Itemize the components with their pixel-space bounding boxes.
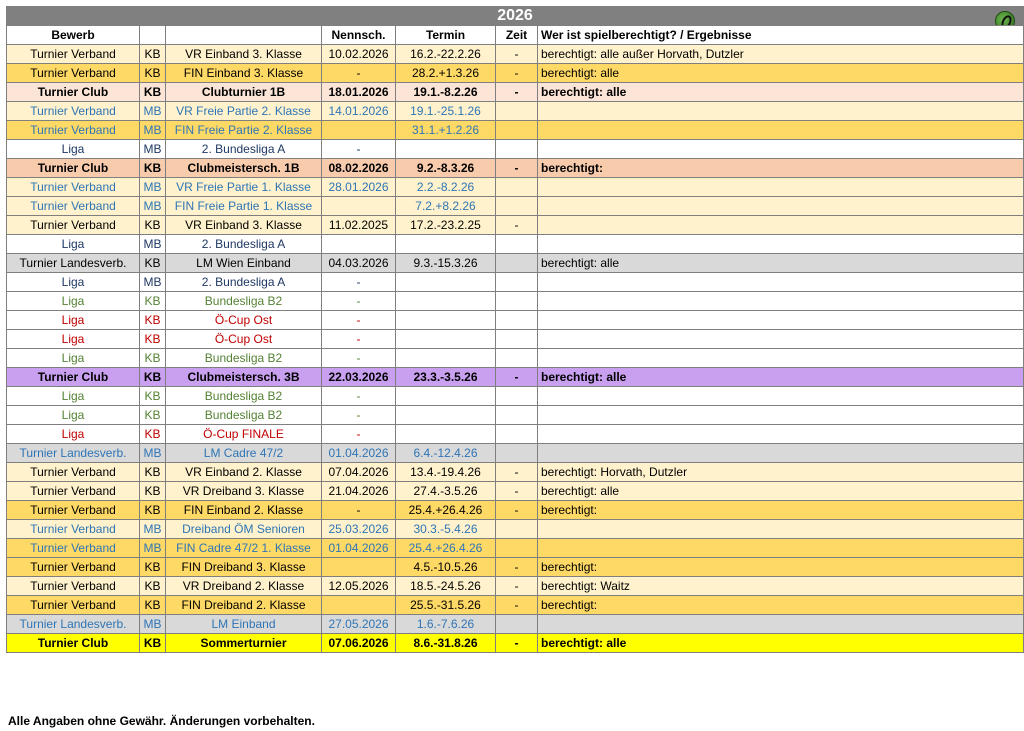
cell-nennschluss: 14.01.2026	[322, 102, 396, 121]
cell-bewerb: Turnier Verband	[7, 539, 140, 558]
cell-nennschluss: -	[322, 311, 396, 330]
cell-zeit	[496, 330, 538, 349]
cell-termin: 28.2.+1.3.26	[396, 64, 496, 83]
cell-bewerb: Turnier Verband	[7, 596, 140, 615]
cell-kategorie: KB	[140, 634, 166, 653]
header-bewerb: Bewerb	[7, 26, 140, 45]
cell-zeit: -	[496, 368, 538, 387]
cell-berechtigt	[538, 520, 1024, 539]
cell-bewerb: Turnier Verband	[7, 102, 140, 121]
cell-name: FIN Freie Partie 1. Klasse	[166, 197, 322, 216]
cell-zeit	[496, 140, 538, 159]
cell-zeit	[496, 121, 538, 140]
table-row	[7, 45, 1024, 64]
cell-name: VR Freie Partie 1. Klasse	[166, 178, 322, 197]
cell-termin: 19.1.-25.1.26	[396, 102, 496, 121]
cell-termin	[396, 425, 496, 444]
table-row	[7, 634, 1024, 653]
cell-name: VR Einband 3. Klasse	[166, 45, 322, 64]
cell-berechtigt	[538, 444, 1024, 463]
cell-kategorie: KB	[140, 406, 166, 425]
table-row	[7, 558, 1024, 577]
cell-bewerb: Turnier Verband	[7, 482, 140, 501]
cell-name: VR Freie Partie 2. Klasse	[166, 102, 322, 121]
cell-zeit	[496, 520, 538, 539]
cell-name: Bundesliga B2	[166, 387, 322, 406]
cell-berechtigt: berechtigt: alle	[538, 482, 1024, 501]
cell-berechtigt: berechtigt: alle	[538, 368, 1024, 387]
header-berechtigt: Wer ist spielberechtigt? / Ergebnisse	[538, 26, 1024, 45]
cell-nennschluss: 01.04.2026	[322, 444, 396, 463]
cell-zeit: -	[496, 482, 538, 501]
cell-nennschluss: -	[322, 501, 396, 520]
cell-berechtigt	[538, 235, 1024, 254]
cell-kategorie: KB	[140, 387, 166, 406]
cell-termin: 31.1.+1.2.26	[396, 121, 496, 140]
cell-termin: 7.2.+8.2.26	[396, 197, 496, 216]
cell-kategorie: KB	[140, 292, 166, 311]
cell-kategorie: MB	[140, 444, 166, 463]
cell-name: LM Wien Einband	[166, 254, 322, 273]
cell-termin: 4.5.-10.5.26	[396, 558, 496, 577]
cell-nennschluss: 10.02.2026	[322, 45, 396, 64]
cell-bewerb: Turnier Verband	[7, 197, 140, 216]
cell-zeit: -	[496, 634, 538, 653]
cell-kategorie: KB	[140, 368, 166, 387]
cell-nennschluss: 01.04.2026	[322, 539, 396, 558]
cell-kategorie: MB	[140, 539, 166, 558]
cell-bewerb: Turnier Landesverb.	[7, 615, 140, 634]
cell-zeit: -	[496, 596, 538, 615]
cell-berechtigt: berechtigt: alle	[538, 64, 1024, 83]
table-row	[7, 159, 1024, 178]
cell-termin: 13.4.-19.4.26	[396, 463, 496, 482]
cell-berechtigt	[538, 349, 1024, 368]
cell-name: Bundesliga B2	[166, 349, 322, 368]
cell-kategorie: KB	[140, 45, 166, 64]
disclaimer-footer: Alle Angaben ohne Gewähr. Änderungen vorbehalten.	[8, 714, 315, 728]
cell-name: 2. Bundesliga A	[166, 273, 322, 292]
cell-name: VR Dreiband 2. Klasse	[166, 577, 322, 596]
cell-nennschluss: 11.02.2025	[322, 216, 396, 235]
table-row	[7, 444, 1024, 463]
cell-bewerb: Turnier Verband	[7, 216, 140, 235]
table-row	[7, 235, 1024, 254]
table-row	[7, 254, 1024, 273]
cell-termin: 9.3.-15.3.26	[396, 254, 496, 273]
cell-termin	[396, 330, 496, 349]
cell-kategorie: KB	[140, 254, 166, 273]
cell-bewerb: Turnier Landesverb.	[7, 254, 140, 273]
cell-name: FIN Einband 3. Klasse	[166, 64, 322, 83]
table-row	[7, 292, 1024, 311]
cell-nennschluss: 27.05.2026	[322, 615, 396, 634]
cell-nennschluss: -	[322, 292, 396, 311]
cell-zeit	[496, 539, 538, 558]
cell-bewerb: Turnier Verband	[7, 121, 140, 140]
table-row	[7, 102, 1024, 121]
cell-berechtigt	[538, 140, 1024, 159]
cell-kategorie: KB	[140, 330, 166, 349]
cell-zeit	[496, 311, 538, 330]
cell-name: FIN Freie Partie 2. Klasse	[166, 121, 322, 140]
cell-zeit: -	[496, 463, 538, 482]
cell-nennschluss: 18.01.2026	[322, 83, 396, 102]
year-title-cell	[7, 7, 1024, 26]
table-row	[7, 615, 1024, 634]
year-title: 2026	[497, 7, 533, 24]
cell-nennschluss: 07.04.2026	[322, 463, 396, 482]
cell-zeit: -	[496, 64, 538, 83]
table-row	[7, 539, 1024, 558]
cell-termin: 17.2.-23.2.25	[396, 216, 496, 235]
table-row	[7, 311, 1024, 330]
header-nennschluss: Nennsch.	[322, 26, 396, 45]
table-row	[7, 273, 1024, 292]
cell-nennschluss: -	[322, 140, 396, 159]
header-name	[166, 26, 322, 45]
cell-kategorie: MB	[140, 520, 166, 539]
cell-name: Ö-Cup Ost	[166, 311, 322, 330]
table-row	[7, 64, 1024, 83]
cell-berechtigt: berechtigt: Waitz	[538, 577, 1024, 596]
cell-zeit: -	[496, 558, 538, 577]
cell-termin: 16.2.-22.2.26	[396, 45, 496, 64]
table-row	[7, 349, 1024, 368]
table-row	[7, 463, 1024, 482]
cell-nennschluss: 04.03.2026	[322, 254, 396, 273]
cell-berechtigt	[538, 292, 1024, 311]
cell-zeit	[496, 444, 538, 463]
cell-zeit	[496, 425, 538, 444]
table-row	[7, 577, 1024, 596]
cell-kategorie: MB	[140, 235, 166, 254]
cell-name: VR Einband 2. Klasse	[166, 463, 322, 482]
cell-zeit	[496, 387, 538, 406]
cell-bewerb: Liga	[7, 387, 140, 406]
cell-termin	[396, 406, 496, 425]
cell-kategorie: KB	[140, 558, 166, 577]
cell-kategorie: KB	[140, 159, 166, 178]
table-row	[7, 387, 1024, 406]
cell-nennschluss: 21.04.2026	[322, 482, 396, 501]
cell-berechtigt	[538, 121, 1024, 140]
cell-berechtigt	[538, 311, 1024, 330]
cell-zeit: -	[496, 83, 538, 102]
cell-bewerb: Liga	[7, 349, 140, 368]
cell-bewerb: Liga	[7, 311, 140, 330]
cell-termin: 2.2.-8.2.26	[396, 178, 496, 197]
cell-berechtigt: berechtigt: alle außer Horvath, Dutzler	[538, 45, 1024, 64]
cell-kategorie: MB	[140, 102, 166, 121]
cell-zeit: -	[496, 577, 538, 596]
cell-name: LM Einband	[166, 615, 322, 634]
cell-bewerb: Turnier Club	[7, 83, 140, 102]
cell-zeit: -	[496, 159, 538, 178]
cell-bewerb: Liga	[7, 425, 140, 444]
cell-zeit: -	[496, 501, 538, 520]
schedule-rows	[7, 45, 1024, 653]
cell-name: FIN Dreiband 2. Klasse	[166, 596, 322, 615]
cell-kategorie: MB	[140, 273, 166, 292]
cell-bewerb: Liga	[7, 292, 140, 311]
cell-nennschluss	[322, 197, 396, 216]
cell-bewerb: Liga	[7, 273, 140, 292]
cell-nennschluss: 22.03.2026	[322, 368, 396, 387]
header-row	[7, 26, 1024, 45]
cell-name: 2. Bundesliga A	[166, 140, 322, 159]
cell-kategorie: MB	[140, 615, 166, 634]
cell-zeit: -	[496, 45, 538, 64]
cell-nennschluss	[322, 235, 396, 254]
cell-kategorie: MB	[140, 121, 166, 140]
cell-termin: 25.4.+26.4.26	[396, 539, 496, 558]
cell-berechtigt	[538, 178, 1024, 197]
cell-name: VR Dreiband 3. Klasse	[166, 482, 322, 501]
cell-kategorie: MB	[140, 197, 166, 216]
cell-termin: 9.2.-8.3.26	[396, 159, 496, 178]
cell-kategorie: KB	[140, 501, 166, 520]
table-row	[7, 368, 1024, 387]
header-termin: Termin	[396, 26, 496, 45]
cell-berechtigt: berechtigt:	[538, 501, 1024, 520]
cell-termin: 27.4.-3.5.26	[396, 482, 496, 501]
cell-kategorie: KB	[140, 64, 166, 83]
cell-berechtigt: berechtigt: alle	[538, 254, 1024, 273]
cell-name: Clubturnier 1B	[166, 83, 322, 102]
cell-name: FIN Dreiband 3. Klasse	[166, 558, 322, 577]
cell-bewerb: Turnier Verband	[7, 45, 140, 64]
cell-nennschluss: -	[322, 349, 396, 368]
cell-nennschluss: -	[322, 425, 396, 444]
table-row	[7, 178, 1024, 197]
cell-termin	[396, 273, 496, 292]
table-row	[7, 482, 1024, 501]
cell-kategorie: MB	[140, 140, 166, 159]
table-row	[7, 121, 1024, 140]
cell-nennschluss: -	[322, 273, 396, 292]
cell-nennschluss: -	[322, 387, 396, 406]
cell-zeit	[496, 197, 538, 216]
cell-termin: 6.4.-12.4.26	[396, 444, 496, 463]
cell-nennschluss: 28.01.2026	[322, 178, 396, 197]
cell-kategorie: KB	[140, 596, 166, 615]
cell-name: LM Cadre 47/2	[166, 444, 322, 463]
table-row	[7, 425, 1024, 444]
cell-nennschluss	[322, 596, 396, 615]
cell-zeit	[496, 102, 538, 121]
cell-berechtigt: berechtigt:	[538, 558, 1024, 577]
table-row	[7, 216, 1024, 235]
cell-termin	[396, 349, 496, 368]
cell-berechtigt: berechtigt:	[538, 159, 1024, 178]
cell-termin: 8.6.-31.8.26	[396, 634, 496, 653]
cell-name: 2. Bundesliga A	[166, 235, 322, 254]
cell-termin: 19.1.-8.2.26	[396, 83, 496, 102]
cell-kategorie: KB	[140, 577, 166, 596]
cell-termin	[396, 235, 496, 254]
cell-zeit	[496, 349, 538, 368]
cell-kategorie: KB	[140, 482, 166, 501]
table-row	[7, 330, 1024, 349]
header-zeit: Zeit	[496, 26, 538, 45]
table-row	[7, 596, 1024, 615]
cell-kategorie: KB	[140, 349, 166, 368]
cell-berechtigt: berechtigt: Horvath, Dutzler	[538, 463, 1024, 482]
cell-berechtigt	[538, 216, 1024, 235]
cell-name: Bundesliga B2	[166, 292, 322, 311]
cell-termin	[396, 311, 496, 330]
cell-berechtigt: berechtigt: alle	[538, 634, 1024, 653]
cell-name: VR Einband 3. Klasse	[166, 216, 322, 235]
cell-berechtigt	[538, 539, 1024, 558]
cell-kategorie: MB	[140, 178, 166, 197]
cell-bewerb: Liga	[7, 235, 140, 254]
cell-bewerb: Liga	[7, 330, 140, 349]
cell-name: FIN Einband 2. Klasse	[166, 501, 322, 520]
cell-kategorie: KB	[140, 463, 166, 482]
cell-kategorie: KB	[140, 425, 166, 444]
cell-berechtigt	[538, 197, 1024, 216]
cell-name: Ö-Cup Ost	[166, 330, 322, 349]
cell-name: Dreiband ÖM Senioren	[166, 520, 322, 539]
cell-termin: 1.6.-7.6.26	[396, 615, 496, 634]
cell-berechtigt	[538, 615, 1024, 634]
cell-nennschluss: 25.03.2026	[322, 520, 396, 539]
cell-zeit	[496, 235, 538, 254]
cell-nennschluss: 12.05.2026	[322, 577, 396, 596]
cell-nennschluss: -	[322, 330, 396, 349]
cell-bewerb: Turnier Club	[7, 634, 140, 653]
cell-berechtigt	[538, 406, 1024, 425]
cell-termin	[396, 387, 496, 406]
cell-termin: 25.4.+26.4.26	[396, 501, 496, 520]
cell-berechtigt	[538, 330, 1024, 349]
cell-termin	[396, 292, 496, 311]
cell-nennschluss: -	[322, 406, 396, 425]
header-kategorie	[140, 26, 166, 45]
cell-termin: 23.3.-3.5.26	[396, 368, 496, 387]
cell-name: Sommerturnier	[166, 634, 322, 653]
cell-zeit	[496, 292, 538, 311]
cell-zeit	[496, 273, 538, 292]
cell-berechtigt	[538, 387, 1024, 406]
table-row	[7, 197, 1024, 216]
cell-termin: 25.5.-31.5.26	[396, 596, 496, 615]
cell-nennschluss: -	[322, 64, 396, 83]
cell-bewerb: Turnier Club	[7, 159, 140, 178]
club-logo-icon	[995, 11, 1015, 26]
cell-name: FIN Cadre 47/2 1. Klasse	[166, 539, 322, 558]
cell-bewerb: Turnier Verband	[7, 64, 140, 83]
schedule-table	[6, 6, 1024, 653]
cell-nennschluss: 07.06.2026	[322, 634, 396, 653]
cell-berechtigt	[538, 425, 1024, 444]
cell-bewerb: Liga	[7, 406, 140, 425]
cell-name: Ö-Cup FINALE	[166, 425, 322, 444]
cell-bewerb: Turnier Verband	[7, 558, 140, 577]
cell-name: Clubmeistersch. 1B	[166, 159, 322, 178]
cell-zeit: -	[496, 216, 538, 235]
cell-nennschluss	[322, 558, 396, 577]
cell-bewerb: Turnier Verband	[7, 501, 140, 520]
cell-berechtigt: berechtigt: alle	[538, 83, 1024, 102]
cell-zeit	[496, 615, 538, 634]
cell-kategorie: KB	[140, 311, 166, 330]
cell-bewerb: Turnier Verband	[7, 577, 140, 596]
table-row	[7, 501, 1024, 520]
cell-nennschluss	[322, 121, 396, 140]
cell-nennschluss: 08.02.2026	[322, 159, 396, 178]
cell-bewerb: Liga	[7, 140, 140, 159]
table-row	[7, 83, 1024, 102]
cell-name: Clubmeistersch. 3B	[166, 368, 322, 387]
table-row	[7, 520, 1024, 539]
cell-name: Bundesliga B2	[166, 406, 322, 425]
cell-bewerb: Turnier Club	[7, 368, 140, 387]
cell-berechtigt	[538, 273, 1024, 292]
cell-berechtigt: berechtigt:	[538, 596, 1024, 615]
cell-termin: 18.5.-24.5.26	[396, 577, 496, 596]
cell-kategorie: KB	[140, 83, 166, 102]
cell-bewerb: Turnier Verband	[7, 178, 140, 197]
table-row	[7, 140, 1024, 159]
table-row	[7, 406, 1024, 425]
cell-bewerb: Turnier Verband	[7, 520, 140, 539]
cell-termin: 30.3.-5.4.26	[396, 520, 496, 539]
cell-zeit	[496, 406, 538, 425]
cell-kategorie: KB	[140, 216, 166, 235]
cell-bewerb: Turnier Landesverb.	[7, 444, 140, 463]
cell-berechtigt	[538, 102, 1024, 121]
cell-zeit	[496, 254, 538, 273]
cell-termin	[396, 140, 496, 159]
cell-bewerb: Turnier Verband	[7, 463, 140, 482]
cell-zeit	[496, 178, 538, 197]
